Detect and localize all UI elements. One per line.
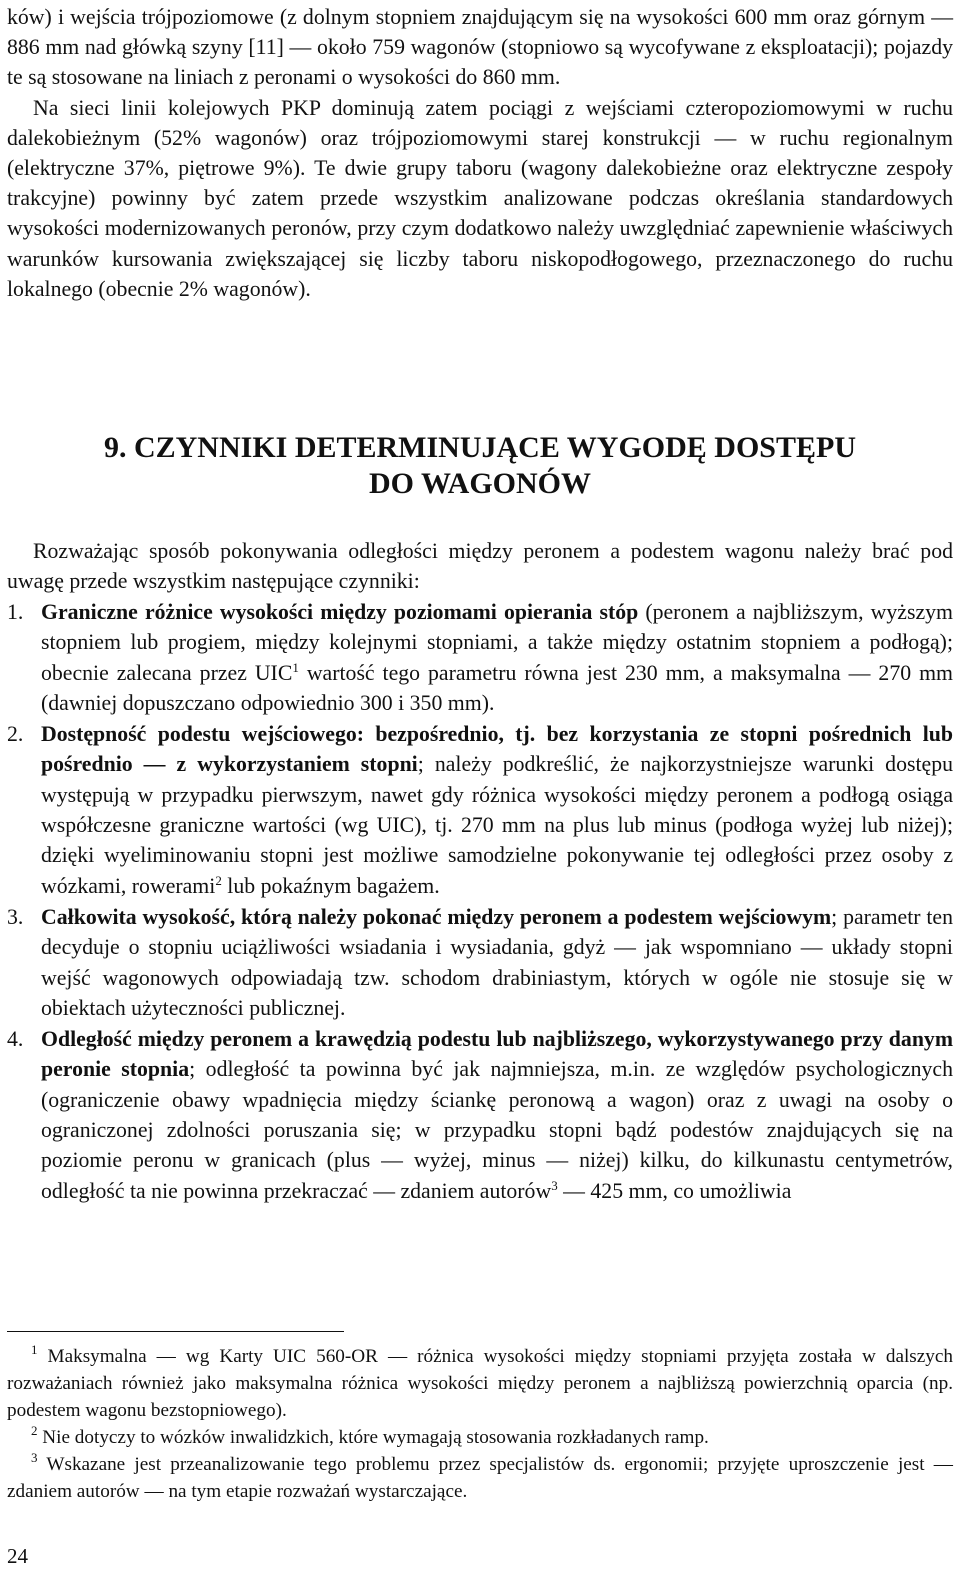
footnote-text: Wskazane jest przeanalizowanie tego problemu przez specjalistów ds. ergonomii; przyjęte uproszczenie jest — zdaniem autorów — na tym etapie rozważań wystarczające. (7, 1454, 953, 1502)
list-item (7, 902, 953, 1023)
footnote-mark: 3 (31, 1450, 38, 1465)
list-item-number: 1. (7, 600, 24, 624)
section-intro (7, 536, 953, 596)
list-item-text: (peronem a najbliższym, wyższym stopniem lub progiem, między kolejnymi stopniami, a także między ostatnim stopniem a podłogą); obecnie zalecana przez UIC (41, 600, 953, 685)
footnote-mark: 2 (31, 1423, 38, 1438)
section-heading (0, 430, 960, 502)
list-item-text-cont: wartość tego parametru równa jest 230 mm, a maksymalna — 270 mm (dawniej dopuszczano odpowiednio 300 i 350 mm). (41, 660, 953, 715)
list-item-heading: Całkowita wysokość, którą należy pokonać między peronem a podestem wejściowym (41, 904, 832, 929)
footnote-mark: 1 (31, 1342, 38, 1357)
section-heading-line-2: DO WAGONÓW (369, 467, 591, 500)
footnote-separator (7, 1331, 344, 1332)
footnote-ref[interactable]: 1 (292, 659, 299, 675)
footnote-ref[interactable]: 2 (215, 872, 222, 888)
intro-text: Rozważając sposób pokonywania odległości między peronem a podestem wagonu należy brać pod uwagę przede wszystkim następujące czynniki: (7, 539, 953, 594)
list-item (7, 719, 953, 901)
list-item-number: 3. (7, 904, 24, 929)
section-heading-line-1: 9. CZYNNIKI DETERMINUJĄCE WYGODĘ DOSTĘPU (103, 431, 857, 464)
list-item (7, 597, 953, 718)
body-paragraphs (7, 2, 953, 304)
footnote-text: Maksymalna — wg Karty UIC 560-OR — różnica wysokości między stopniami przyjęta została w dalszych rozważaniach również jako maksymalna różnica wysokości między peronem a najbliższą powierzchnią oparcia (np. podestem wagonu bezstopniowego). (7, 1346, 953, 1421)
footnote (7, 1343, 953, 1424)
list-item-heading: Graniczne różnice wysokości między poziomami opierania stóp (41, 600, 639, 624)
list-item-text: ; odległość ta powinna być jak najmniejsza, m.in. ze względów psychologicznych (ograniczenie obawy wpadnięcia między ściankę peronową a wagon) oraz z uwagi na osoby o ograniczonej zdolności poruszania się; w przypadku stopni bądź podestów znajdujących się na poziomie peronu w granicach (plus — wyżej, minus — niżej) kilku, do kilkunastu centymetrów, odległość ta nie powinna przekraczać — zdaniem autorów (41, 1057, 953, 1203)
footnote-ref[interactable]: 3 (551, 1177, 558, 1193)
paragraph-continued: ków) i wejścia trójpoziomowe (z dolnym stopniem znajdującym się na wysokości 600 mm oraz górnym — 886 mm nad główką szyny [11] — około 759 wagonów (stopniowo są wycofywane z eksploatacji); pojazdy te są stosowane na liniach z peronami o wysokości do 860 mm. (7, 5, 953, 90)
factors-list (7, 597, 953, 1206)
paragraph-pkp-network: Na sieci linii kolejowych PKP dominują zatem pociągi z wejściami czteropoziomowymi w ruchu dalekobieżnym (52% wagonów) oraz trójpoziomowymi starej konstrukcji — w ruchu regionalnym (elektryczne 37%, piętrowe 9%). Te dwie grupy taboru (wagony dalekobieżne oraz elektryczne zespoły trakcyjne) powinny być zatem przede wszystkim analizowane podczas określania standardowych wysokości modernizowanych peronów, przy czym dodatkowo należy uwzględniać zapewnienie właściwych warunków kursowania zwiększającej się liczby taboru niskopodłogowego, przeznaczonego do ruchu lokalnego (obecnie 2% wagonów). (7, 95, 953, 301)
list-item-heading: Odległość między peronem a krawędzią podestu lub najbliższego, wykorzystywanego przy danym peronie stopnia (41, 1027, 953, 1082)
page-number: 24 (7, 1544, 28, 1568)
list-item-text-cont: — 425 mm, co umożliwia (557, 1178, 792, 1203)
footnotes (7, 1343, 953, 1505)
list-item-text: ; należy podkreślić, że najkorzystniejsze warunki dostępu występują w przypadku pierwszym, nawet gdy różnica wysokości między peronem a podłogą osiąga współczesne graniczne wartości (wg UIC), tj. 270 mm na plus lub minus (podłoga wyżej lub niżej); dzięki wyeliminowaniu stopni jest możliwe samodzielne pokonywanie tej odległości przez osoby z wózkami, rowerami (41, 752, 953, 898)
list-item-number: 4. (7, 1027, 24, 1052)
list-item-text-cont: lub pokaźnym bagażem. (221, 873, 440, 898)
footnote (7, 1451, 953, 1505)
list-item-heading: Dostępność podestu wejściowego: bezpośrednio, tj. bez korzystania ze stopni pośrednich lub pośrednio — z wykorzystaniem stopni (41, 722, 953, 777)
footnote-text: Nie dotyczy to wózków inwalidzkich, które wymagają stosowania rozkładanych ramp. (37, 1427, 709, 1448)
list-item (7, 1024, 953, 1206)
footnote (7, 1424, 953, 1451)
list-item-number: 2. (7, 722, 24, 747)
list-item-text: ; parametr ten decyduje o stopniu uciążliwości wsiadania i wysiadania, gdyż — jak wspomniano — układy stopni wejść wagonowych odpowiadają tzw. schodom drabiniastym, których w ogóle nie stosuje się w obiektach użyteczności publicznej. (41, 904, 953, 1020)
